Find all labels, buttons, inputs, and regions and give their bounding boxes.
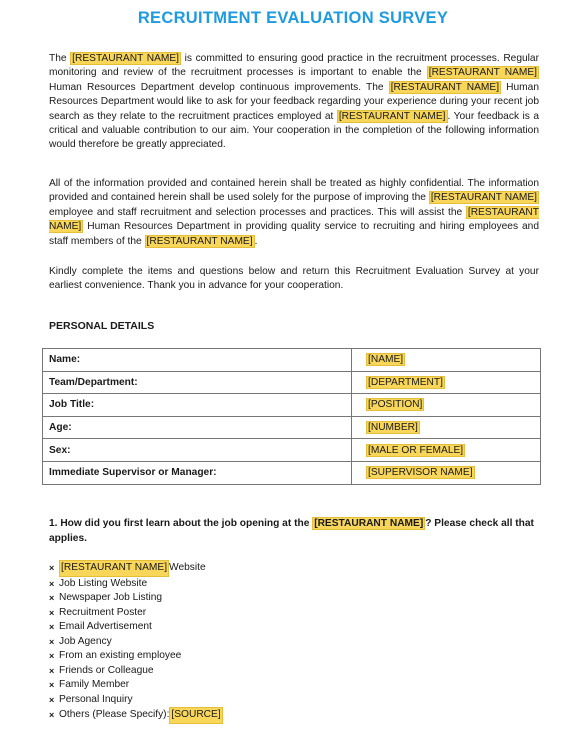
intro-paragraph-3: Kindly complete the items and questions below and return this Recruitment Evaluation Survey at your earliest convenience. Thank you in advance for your cooperation.	[49, 266, 539, 292]
list-item[interactable]: × Newspaper Job Listing	[49, 591, 223, 606]
checkbox-x-icon[interactable]: ×	[49, 607, 55, 618]
table-row	[43, 416, 541, 439]
list-item[interactable]: × Friends or Colleague	[49, 664, 223, 679]
question-1-options	[49, 560, 223, 724]
checkbox-x-icon[interactable]: ×	[49, 578, 55, 589]
intro-paragraph-1: The [RESTAURANT NAME] is committed to ensuring good practice in the recruitment processes. Regular monitoring and review of the recruitment processes is important to enable the [RESTAURANT NAME] Human Resources Department develop continuous improvements. The [RESTAURANT NAME] Human Resources Department would like to ask for your feedback regarding your experience during your recent job search as they relate to the recruitment practices employed at [RESTAURANT NAME] . Your feedback is a critical and valuable contribution to our aim. Your cooperation in the completion of the following information would therefore be greatly appreciated.	[49, 53, 540, 151]
checkbox-x-icon[interactable]: ×	[49, 665, 55, 676]
source-placeholder[interactable]: [SOURCE]	[169, 707, 222, 724]
row-value-field[interactable]: [DEPARTMENT]	[352, 371, 541, 394]
checkbox-x-icon[interactable]: ×	[49, 563, 55, 573]
list-item[interactable]: × Others (Please Specify): [SOURCE]	[49, 707, 223, 724]
personal-details-heading: PERSONAL DETAILS	[49, 320, 155, 332]
row-label: Age:	[43, 416, 352, 439]
row-value-field[interactable]: [NUMBER]	[352, 416, 541, 439]
list-item[interactable]: × [RESTAURANT NAME] Website	[49, 560, 223, 577]
list-item[interactable]: × Family Member	[49, 678, 223, 693]
checkbox-x-icon[interactable]: ×	[49, 593, 55, 603]
table-row	[43, 349, 541, 372]
checkbox-x-icon[interactable]: ×	[49, 636, 55, 647]
row-label: Immediate Supervisor or Manager:	[43, 461, 352, 484]
restaurant-placeholder: [RESTAURANT NAME]	[146, 235, 253, 247]
table-row	[43, 371, 541, 394]
restaurant-placeholder: [RESTAURANT NAME]	[430, 192, 537, 204]
checkbox-x-icon[interactable]: ×	[49, 651, 55, 661]
list-item[interactable]: × From an existing employee	[49, 649, 223, 664]
list-item[interactable]: × Job Listing Website	[49, 577, 223, 592]
row-value-field[interactable]: [MALE OR FEMALE]	[352, 439, 541, 462]
list-item[interactable]: × Recruitment Poster	[49, 606, 223, 621]
intro-paragraph-2: All of the information provided and contained herein shall be treated as highly confidential. The information provided and contained herein shall be used solely for the purpose of improving the [RESTAURANT NAME] employee and staff recruitment and selection processes and practices. This will assist the [RESTAURANT NAME] Human Resources Department in providing quality service to recruiting and hiring employees and staff members of the [RESTAURANT NAME] .	[49, 178, 539, 247]
list-item[interactable]: × Email Advertisement	[49, 620, 223, 635]
row-value-field[interactable]: [NAME]	[352, 349, 541, 372]
table-row	[43, 394, 541, 417]
list-item[interactable]: × Personal Inquiry	[49, 693, 223, 708]
row-label: Job Title:	[43, 394, 352, 417]
table-row	[43, 461, 541, 484]
table-row	[43, 439, 541, 462]
row-label: Name:	[43, 349, 352, 372]
restaurant-placeholder: [RESTAURANT NAME]	[428, 67, 537, 79]
restaurant-placeholder: [RESTAURANT NAME]	[338, 110, 446, 122]
list-item[interactable]: × Job Agency	[49, 635, 223, 650]
restaurant-placeholder: [RESTAURANT NAME]	[72, 53, 179, 64]
row-value-field[interactable]: [SUPERVISOR NAME]	[352, 461, 541, 484]
checkbox-x-icon[interactable]: ×	[49, 710, 55, 720]
question-1: 1. How did you first learn about the job opening at the [RESTAURANT NAME] ? Please check all that applies.	[49, 518, 534, 544]
row-value-field[interactable]: [POSITION]	[352, 394, 541, 417]
restaurant-placeholder: [RESTAURANT NAME]	[314, 518, 424, 529]
restaurant-placeholder: [RESTAURANT NAME]	[49, 206, 539, 233]
page-title: RECRUITMENT EVALUATION SURVEY	[137, 9, 449, 27]
personal-details-table	[42, 348, 541, 485]
row-label: Team/Department:	[43, 371, 352, 394]
restaurant-placeholder: [RESTAURANT NAME]	[390, 81, 500, 93]
checkbox-x-icon[interactable]: ×	[49, 680, 55, 690]
checkbox-x-icon[interactable]: ×	[49, 694, 55, 705]
checkbox-x-icon[interactable]: ×	[49, 622, 55, 632]
row-label: Sex:	[43, 439, 352, 462]
